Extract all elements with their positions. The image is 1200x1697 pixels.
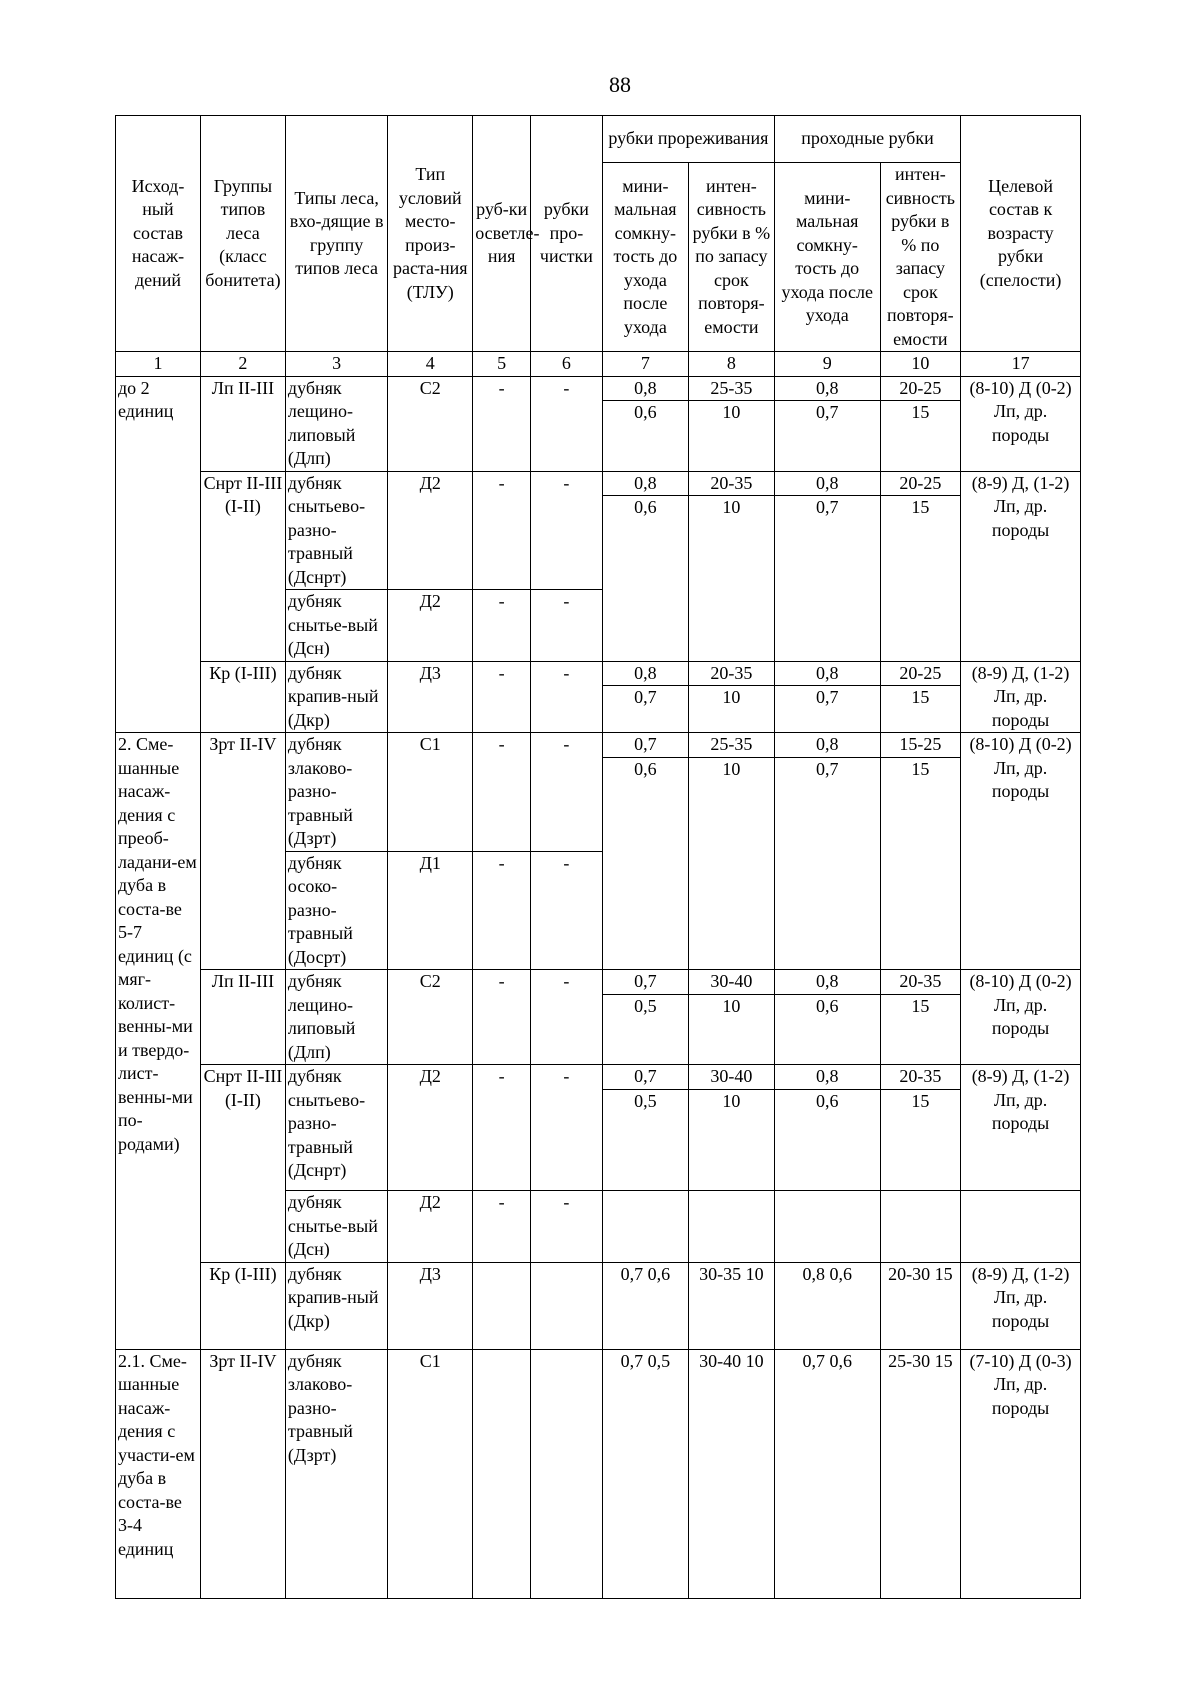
table-row (116, 1065, 1081, 1191)
page-number: 88 (609, 72, 631, 97)
forest-type-cell: дубняк снытьево-разно-травный (Дснрт) (285, 1065, 387, 1191)
index-cell: 7 (602, 352, 688, 377)
release-cell: - (473, 733, 531, 852)
release-cell: - (473, 376, 531, 471)
index-cell: 9 (774, 352, 880, 377)
table-row (116, 970, 1081, 1065)
min-density-after: 0,6 (634, 402, 657, 422)
min-density-before: 0,8 (775, 1065, 880, 1090)
forest-group-cell: Кр (I-III) (200, 661, 285, 733)
repeat-period: 15 (911, 687, 930, 707)
min-density-after: 0,7 (815, 687, 839, 707)
release-cell: - (473, 471, 531, 590)
forest-type-cell: дубняк злаково-разно-травный (Дзрт) (285, 1349, 387, 1598)
min-density-before: 0,8 (775, 970, 880, 995)
forest-care-table (115, 115, 1081, 1599)
target-composition-cell: (8-9) Д, (1-2) Лп, др. породы (961, 471, 1081, 661)
cleaning-cell: - (530, 851, 602, 970)
forest-group-cell: Зрт II-IV (200, 1349, 285, 1598)
target-composition-cell: (7-10) Д (0-3) Лп, др. породы (961, 1349, 1081, 1598)
index-cell: 8 (688, 352, 774, 377)
forest-group-cell: Лп II-III (200, 376, 285, 471)
min-density-after: 0,7 (815, 758, 839, 779)
intensity-cell: 30-40 10 (688, 1349, 774, 1598)
min-density-cell: 0,8 0,6 (774, 1262, 880, 1349)
forest-group-cell: Снрт II-III (I-II) (200, 471, 285, 661)
intensity-value: 25-35 (689, 377, 774, 402)
header-cleaning-cutting: рубки про-чистки (530, 116, 602, 352)
target-composition-cell: (8-10) Д (0-2) Лп, др. породы (961, 733, 1081, 970)
release-cell: - (473, 1065, 531, 1191)
min-density-after: 0,6 (815, 1090, 839, 1111)
min-density-before: 0,8 (775, 733, 880, 758)
intensity-value: 20-35 (881, 1065, 961, 1090)
table-row (116, 376, 1081, 471)
table-row (116, 1262, 1081, 1349)
header-min-density-passage: мини-мальная сомкну-тость до ухода после ухода (774, 163, 880, 352)
header-thinning-group: рубки прореживания (602, 116, 774, 163)
forest-group-cell: Снрт II-III (I-II) (200, 1065, 285, 1263)
forest-type-cell: дубняк снытье-вый (Дсн) (285, 590, 387, 662)
repeat-period: 10 (722, 1090, 741, 1111)
intensity-value: 20-35 (689, 472, 774, 497)
min-density-after: 0,5 (634, 995, 657, 1016)
release-cell: - (473, 590, 531, 662)
empty-cell (473, 1349, 531, 1598)
repeat-period: 10 (722, 687, 741, 707)
forest-type-cell: дубняк снытьево-разно-травный (Дснрт) (285, 471, 387, 590)
table-row (116, 471, 1081, 590)
header-forest-type-groups: Группы типов леса (класс бонитета) (200, 116, 285, 352)
intensity-value: 20-25 (881, 472, 961, 497)
tlu-cell: Д1 (388, 851, 473, 970)
tlu-cell: Д3 (388, 1262, 473, 1349)
intensity-value: 20-25 (881, 377, 961, 402)
repeat-period: 10 (722, 402, 741, 422)
target-composition-cell: (8-9) Д, (1-2) Лп, др. породы (961, 661, 1081, 733)
repeat-period: 15 (911, 758, 930, 779)
intensity-value: 20-35 (881, 970, 961, 995)
empty-cell (530, 1349, 602, 1598)
release-cell: - (473, 851, 531, 970)
header-initial-composition: Исход-ный состав насаж-дений (116, 116, 201, 352)
target-composition-cell: (8-10) Д (0-2) Лп, др. породы (961, 376, 1081, 471)
intensity-cell: 25-30 15 (880, 1349, 961, 1598)
intensity-cell: 20-30 15 (880, 1262, 961, 1349)
tlu-cell: Д2 (388, 1065, 473, 1191)
forest-group-cell: Кр (I-III) (200, 1262, 285, 1349)
empty-cell (530, 1262, 602, 1349)
tlu-cell: С2 (388, 970, 473, 1065)
index-cell: 17 (961, 352, 1081, 377)
tlu-cell: Д2 (388, 1191, 473, 1263)
intensity-value: 25-35 (689, 733, 774, 758)
repeat-period: 15 (911, 1090, 930, 1111)
cleaning-cell: - (530, 590, 602, 662)
cleaning-cell: - (530, 970, 602, 1065)
header-intensity-passage: интен-сивность рубки в % по запасу срок повторя-емости (880, 163, 961, 352)
tlu-cell: Д3 (388, 661, 473, 733)
index-cell: 1 (116, 352, 201, 377)
target-composition-cell: (8-9) Д, (1-2) Лп, др. породы (961, 1065, 1081, 1191)
empty-cell (880, 1191, 961, 1263)
header-release-cutting: руб-ки осветле-ния (473, 116, 531, 352)
repeat-period: 15 (911, 995, 930, 1016)
forest-group-cell: Зрт II-IV (200, 733, 285, 970)
min-density-before: 0,7 (603, 1065, 688, 1090)
cleaning-cell: - (530, 661, 602, 733)
intensity-value: 15-25 (881, 733, 961, 758)
header-intensity-thinning: интен-сивность рубки в % по запасу срок повторя-емости (688, 163, 774, 352)
min-density-after: 0,7 (815, 497, 839, 517)
min-density-before: 0,8 (603, 472, 688, 497)
empty-cell (602, 1191, 688, 1263)
table-row (116, 1349, 1081, 1598)
min-density-before: 0,8 (603, 377, 688, 402)
index-cell: 3 (285, 352, 387, 377)
min-density-cell: 0,7 0,5 (602, 1349, 688, 1598)
min-density-before: 0,8 (603, 662, 688, 687)
cleaning-cell: - (530, 1065, 602, 1191)
forest-type-cell: дубняк крапив-ный (Дкр) (285, 1262, 387, 1349)
repeat-period: 10 (722, 758, 741, 779)
release-cell: - (473, 970, 531, 1065)
forest-type-cell: дубняк лещино-липовый (Длп) (285, 376, 387, 471)
intensity-value: 30-40 (689, 1065, 774, 1090)
repeat-period: 15 (911, 497, 930, 517)
tlu-cell: Д2 (388, 471, 473, 590)
min-density-before: 0,7 (603, 733, 688, 758)
min-density-after: 0,6 (634, 497, 657, 517)
header-min-density-thinning: мини-мальная сомкну-тость до ухода после ухода (602, 163, 688, 352)
empty-cell (688, 1191, 774, 1263)
intensity-value: 20-25 (881, 662, 961, 687)
release-cell: - (473, 661, 531, 733)
forest-type-cell: дубняк злаково-разно-травный (Дзрт) (285, 733, 387, 852)
min-density-cell: 0,7 0,6 (774, 1349, 880, 1598)
forest-type-cell: дубняк крапив-ный (Дкр) (285, 661, 387, 733)
min-density-before: 0,8 (775, 662, 880, 687)
min-density-after: 0,6 (634, 758, 657, 779)
initial-composition-cell: 2.1. Сме-шанные насаж-дения с участи-ем дуба в соста-ве 3-4 единиц (116, 1349, 201, 1598)
index-cell: 10 (880, 352, 961, 377)
initial-composition-cell: до 2 единиц (116, 376, 201, 733)
intensity-cell: 30-35 10 (688, 1262, 774, 1349)
min-density-before: 0,8 (775, 472, 880, 497)
header-passage-group: проходные рубки (774, 116, 960, 163)
cleaning-cell: - (530, 471, 602, 590)
min-density-after: 0,5 (634, 1090, 657, 1111)
header-target-composition: Целевой состав к возрасту рубки (спелости) (961, 116, 1081, 352)
tlu-cell: Д2 (388, 590, 473, 662)
intensity-value: 20-35 (689, 662, 774, 687)
release-cell: - (473, 1191, 531, 1263)
cleaning-cell: - (530, 733, 602, 852)
tlu-cell: С1 (388, 1349, 473, 1598)
repeat-period: 10 (722, 995, 741, 1016)
intensity-value: 30-40 (689, 970, 774, 995)
target-composition-cell: (8-10) Д (0-2) Лп, др. породы (961, 970, 1081, 1065)
cleaning-cell: - (530, 376, 602, 471)
table-row (116, 661, 1081, 733)
cleaning-cell: - (530, 1191, 602, 1263)
empty-cell (473, 1262, 531, 1349)
min-density-after: 0,6 (815, 995, 839, 1016)
index-cell: 6 (530, 352, 602, 377)
forest-type-cell: дубняк осоко-разно-травный (Досрт) (285, 851, 387, 970)
initial-composition-cell: 2. Сме-шанные насаж-дения с преоб-ладани-ем дуба в соста-ве 5-7 единиц (с мяг-колист-венны-ми и твердо-лист-венны-ми по-родами) (116, 733, 201, 1350)
forest-group-cell: Лп II-III (200, 970, 285, 1065)
tlu-cell: С2 (388, 376, 473, 471)
min-density-after: 0,7 (634, 687, 657, 707)
index-cell: 5 (473, 352, 531, 377)
header-forest-types: Типы леса, вхо-дящие в группу типов леса (285, 116, 387, 352)
tlu-cell: С1 (388, 733, 473, 852)
repeat-period: 10 (722, 497, 741, 517)
min-density-before: 0,8 (775, 377, 880, 402)
index-cell: 2 (200, 352, 285, 377)
empty-cell (774, 1191, 880, 1263)
header-growth-conditions: Тип условий место-произ-раста-ния (ТЛУ) (388, 116, 473, 352)
repeat-period: 15 (911, 402, 930, 422)
header-row-1 (116, 116, 1081, 163)
min-density-cell: 0,7 0,6 (602, 1262, 688, 1349)
forest-type-cell: дубняк лещино-липовый (Длп) (285, 970, 387, 1065)
forest-type-cell: дубняк снытье-вый (Дсн) (285, 1191, 387, 1263)
column-index-row (116, 352, 1081, 377)
index-cell: 4 (388, 352, 473, 377)
table-row (116, 733, 1081, 852)
empty-cell (961, 1191, 1081, 1263)
target-composition-cell: (8-9) Д, (1-2) Лп, др. породы (961, 1262, 1081, 1349)
min-density-before: 0,7 (603, 970, 688, 995)
min-density-after: 0,7 (815, 402, 839, 422)
